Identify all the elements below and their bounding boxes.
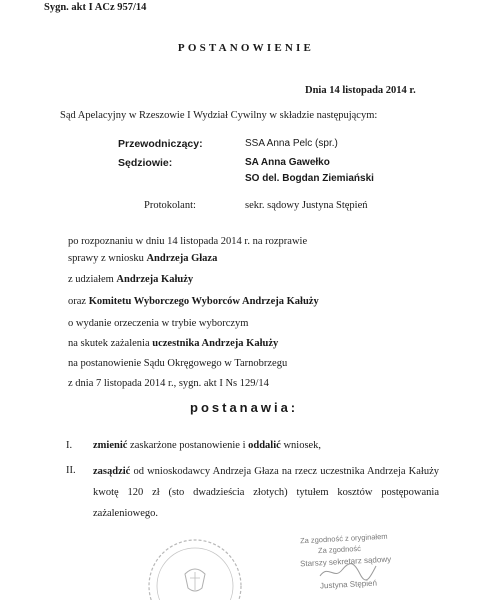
- judge-2: SO del. Bogdan Ziemiański: [245, 173, 374, 184]
- stamp-line-3: Starszy sekretarz sądowy: [299, 554, 392, 569]
- body-line-1: po rozpoznaniu w dniu 14 listopada 2014 r. na rozprawie: [68, 236, 308, 247]
- decision-heading: postanawia:: [190, 400, 299, 415]
- point-1-number: I.: [66, 440, 73, 451]
- stamp-line-2: Za zgodność: [317, 543, 362, 556]
- body-line-4: oraz Komitetu Wyborczego Wyborców Andrzeja Kałuży: [68, 296, 319, 307]
- signature-icon: [318, 560, 378, 582]
- presiding-judge: SSA Anna Pelc (spr.): [245, 138, 338, 149]
- presiding-label: Przewodniczący:: [118, 138, 203, 150]
- judges-label: Sędziowie:: [118, 157, 173, 169]
- decision-date: Dnia 14 listopada 2014 r.: [305, 85, 416, 96]
- point-2-number: II.: [66, 465, 76, 476]
- body-line-8: z dnia 7 listopada 2014 r., sygn. akt I Ns 129/14: [68, 378, 269, 389]
- court-seal-icon: [140, 528, 250, 600]
- body-line-6: na skutek zażalenia uczestnika Andrzeja Kałuży: [68, 338, 279, 349]
- committee-name: Komitetu Wyborczego Wyborców Andrzeja Kałuży: [88, 296, 319, 307]
- body-line-3: z udziałem Andrzeja Kałuży: [68, 274, 194, 285]
- stamp-line-1: Za zgodność z oryginałem: [299, 531, 388, 546]
- point-2-text: zasądzić od wnioskodawcy Andrzeja Głaza na rzecz uczestnika Andrzeja Kałuży kwotę 120 zł (sto dwadzieścia złotych) tytułem kosztów postępowania zażaleniowego.: [93, 466, 439, 519]
- appellant-name: uczestnika Andrzeja Kałuży: [152, 338, 279, 349]
- clerk-label: Protokolant:: [144, 200, 196, 211]
- document-title: POSTANOWIENIE: [177, 42, 315, 54]
- applicant-name: Andrzeja Głaza: [146, 253, 218, 264]
- body-line-7: na postanowienie Sądu Okręgowego w Tarnobrzegu: [68, 358, 288, 369]
- body-line-5: o wydanie orzeczenia w trybie wyborczym: [68, 318, 249, 329]
- body-line-2: sprawy z wniosku Andrzeja Głaza: [68, 253, 218, 264]
- clerk-name: sekr. sądowy Justyna Stępień: [245, 200, 368, 211]
- judge-1: SA Anna Gawełko: [245, 157, 330, 168]
- participant-name: Andrzeja Kałuży: [116, 274, 194, 285]
- court-line: Sąd Apelacyjny w Rzeszowie I Wydział Cywilny w składzie następującym:: [60, 110, 378, 121]
- stamp-line-4: Justyna Stępień: [319, 578, 378, 591]
- point-1-text: zmienić zaskarżone postanowienie i oddalić wniosek,: [93, 440, 322, 451]
- case-reference: Sygn. akt I ACz 957/14: [44, 2, 147, 13]
